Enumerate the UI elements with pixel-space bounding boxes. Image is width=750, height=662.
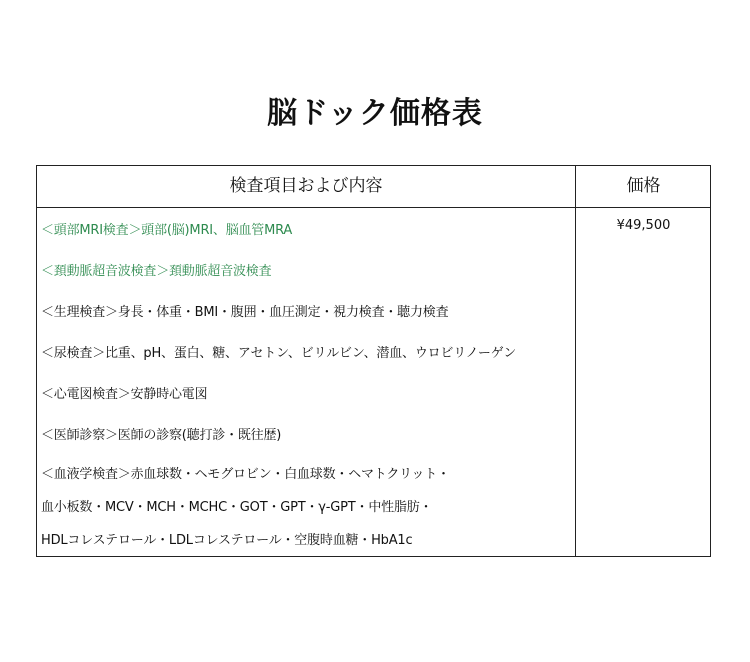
table-row: HDLコレステロール・LDLコレステロール・空腹時血糖・HbA1c	[41, 533, 413, 548]
table-row: ＜頭部MRI検査＞頭部(脳)MRI、脳血管MRA	[41, 223, 293, 238]
table-row: ＜心電図検査＞安静時心電図	[41, 387, 208, 402]
table-row: ＜尿検査＞比重、pH、蛋白、糖、アセトン、ビリルビン、潜血、ウロビリノーゲン	[41, 346, 517, 361]
column-divider	[575, 166, 576, 556]
page-title: 脳ドック価格表	[267, 96, 483, 131]
table-row: ＜血液学検査＞赤血球数・ヘモグロビン・白血球数・ヘマトクリット・	[41, 467, 450, 482]
price-table	[36, 165, 711, 557]
table-row: ＜頚動脈超音波検査＞頚動脈超音波検査	[41, 264, 272, 279]
header-price-label: 価格	[626, 176, 661, 196]
table-row: ＜生理検査＞身長・体重・BMI・腹囲・血圧測定・視力検査・聴力検査	[41, 305, 449, 320]
table-row: ＜医師診察＞医師の診察(聴打診・既往歴)	[41, 428, 282, 443]
table-row: 血小板数・MCV・MCH・MCHC・GOT・GPT・γ-GPT・中性脂肪・	[41, 500, 433, 515]
header-item-label: 検査項目および内容	[229, 176, 383, 196]
table-header	[37, 166, 710, 208]
price-value: ¥49,500	[616, 218, 671, 233]
